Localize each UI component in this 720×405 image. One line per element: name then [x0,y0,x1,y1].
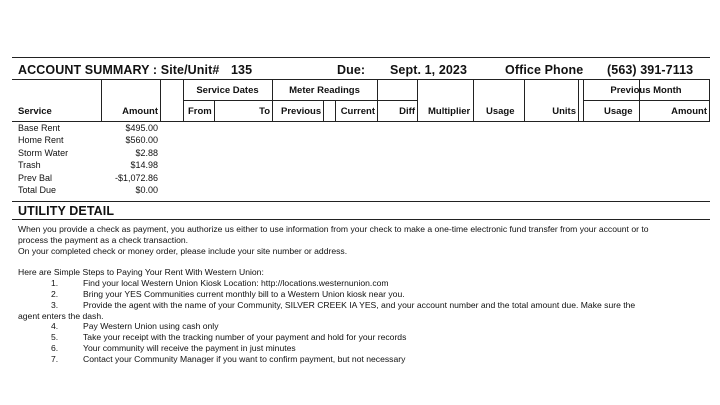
col-current: Current [340,106,375,117]
step-number: 7. [51,354,59,364]
row-amount: $0.00 [135,185,158,195]
step-text: Take your receipt with the tracking number of your payment and hold for your records [83,332,407,342]
due-date: Sept. 1, 2023 [390,63,468,77]
col-usage: Usage [486,106,515,117]
grid-line [473,79,474,121]
row-service: Trash [18,160,41,170]
row-amount: $14.98 [130,160,158,170]
step-text: Pay Western Union using cash only [83,321,219,331]
previous-month-header: Previous Month [610,85,682,96]
step-number: 1. [51,278,59,288]
col-prev-usage: Usage [604,106,633,117]
grid-line [709,79,710,121]
step-number: 5. [51,332,59,342]
col-amount: Amount [122,106,158,117]
step-number: 4. [51,321,59,331]
site-unit-number: 135 [231,63,253,77]
row-service: Storm Water [18,148,69,158]
col-from: From [188,106,212,117]
row-amount: $495.00 [125,123,158,133]
payment-note-line: process the payment as a check transaction. [18,235,189,245]
grid-line [160,79,161,121]
step-text-continued: agent enters the dash. [18,311,104,321]
col-prev-amount: Amount [671,106,707,117]
row-amount: $2.88 [135,148,158,158]
office-phone: (563) 391-7113 [607,63,694,77]
row-service: Total Due [18,185,57,195]
step-number: 3. [51,300,59,310]
col-diff: Diff [399,106,415,117]
col-multiplier: Multiplier [428,106,471,117]
header-rule [12,79,710,80]
row-service: Base Rent [18,123,61,133]
account-summary-title: ACCOUNT SUMMARY : Site/Unit# [18,63,220,77]
utility-bottom-rule [12,219,710,220]
service-dates-header: Service Dates [196,85,259,96]
step-text: Bring your YES Communities current monthly bill to a Western Union kiosk near you. [83,289,405,299]
row-service: Prev Bal [18,173,53,183]
meter-readings-header: Meter Readings [289,85,360,96]
payment-note-line: When you provide a check as payment, you authorize us either to use information from your check to make a one-time electronic fund transfer from your account or to [18,224,649,234]
row-amount: -$1,072.86 [114,173,158,183]
step-text: Find your local Western Union Kiosk Location: http://locations.westernunion.com [83,278,389,288]
grid-line [183,100,417,101]
utility-detail-title: UTILITY DETAIL [18,204,115,218]
payment-note-line: On your completed check or money order, please include your site number or address. [18,246,348,256]
grid-line [417,79,418,121]
col-service: Service [18,106,52,117]
top-rule [12,57,710,58]
grid-line [578,79,579,121]
row-amount: $560.00 [125,135,158,145]
utility-top-rule [12,201,710,202]
office-phone-label: Office Phone [505,63,584,77]
col-to: To [259,106,270,117]
row-service: Home Rent [18,135,64,145]
step-text: Your community will receive the payment in just minutes [83,343,296,353]
steps-intro: Here are Simple Steps to Paying Your Rent With Western Union: [18,267,264,277]
grid-line [583,100,710,101]
step-number: 6. [51,343,59,353]
col-units: Units [552,106,576,117]
step-number: 2. [51,289,59,299]
step-text: Provide the agent with the name of your Community, SILVER CREEK IA YES, and your account number and the total amount due. Make sure the [83,300,636,310]
step-text: Contact your Community Manager if you want to confirm payment, but not necessary [83,354,406,364]
col-previous: Previous [281,106,322,117]
grid-line [12,121,710,122]
due-label: Due: [337,63,366,77]
